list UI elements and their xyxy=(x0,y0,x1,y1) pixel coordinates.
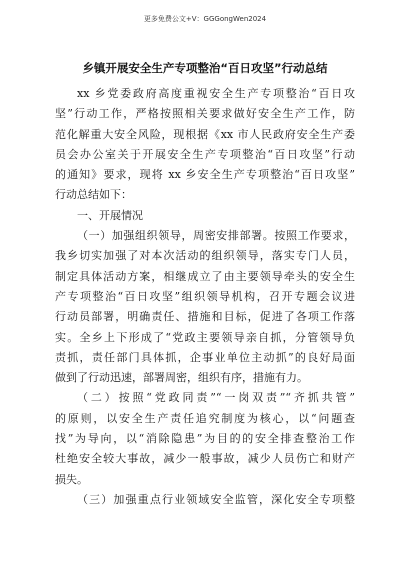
document-title: 乡镇开展安全生产专项整治“百日攻坚”行动总结 xyxy=(82,61,328,75)
text-line: （三）加强重点行业领域安全监管，深化安全专项整 xyxy=(77,492,355,506)
text-line: 范化解重大安全风险，现根据《xx 市人民政府安全生产委 xyxy=(55,127,355,141)
section-heading xyxy=(55,206,355,226)
paragraph-intro xyxy=(55,84,355,206)
text-line: 制定具体活动方案，相继成立了由主要领导牵头的安全生 xyxy=(55,269,355,283)
text-line: 一、开展情况 xyxy=(77,208,143,222)
text-line: （二）按照“党政同责”“一岗双责”“齐抓共管” xyxy=(77,391,355,405)
text-line: 做到了行动迅速，部署周密，组织有序，措施有力。 xyxy=(55,371,308,385)
text-line: （一）加强组织领导，周密安排部署。按照工作要求， xyxy=(77,229,355,243)
paragraph-item-3 xyxy=(55,490,355,510)
text-line: 的原则，以安全生产责任追究制度为核心，以“问题查 xyxy=(55,411,355,425)
paragraph-item-2 xyxy=(55,388,355,489)
header-watermark: 更多免费公文+V：GGGongWen2024 xyxy=(143,15,267,23)
text-line: 坚”行动工作，严格按照相关要求做好安全生产工作，防 xyxy=(55,107,355,121)
text-line: xx 乡党委政府高度重视安全生产专项整治“百日攻 xyxy=(77,87,355,100)
text-line: 行动总结如下： xyxy=(55,188,132,202)
text-line: 我乡切实加强了对本次活动的组织领导，落实专门人员， xyxy=(55,249,355,263)
text-line: 实。全乡上下形成了“党政主要领导亲自抓，分管领导负 xyxy=(55,330,355,344)
text-line: 产专项整治“百日攻坚”组织领导机构，召开专题会议进 xyxy=(55,289,355,303)
paragraph-item-1 xyxy=(55,226,355,388)
text-line: 员会办公室关于开展安全生产专项整治“百日攻坚”行动 xyxy=(55,147,355,161)
text-line: 损失。 xyxy=(55,472,88,486)
text-line: 的通知》要求，现将 xx 乡安全生产专项整治“百日攻坚” xyxy=(55,168,355,182)
document-body xyxy=(55,84,355,510)
text-line: 行动员部署，明确责任、措施和目标，促进了各项工作落 xyxy=(55,310,355,324)
text-line: 责抓，责任部门具体抓，企事业单位主动抓”的良好局面 xyxy=(55,350,355,364)
text-line: 找”为导向，以“消除隐患”为目的的安全排查整治工作 xyxy=(55,432,355,446)
text-line: 杜绝安全较大事故，减少一般事故，减少人员伤亡和财产 xyxy=(55,452,355,466)
